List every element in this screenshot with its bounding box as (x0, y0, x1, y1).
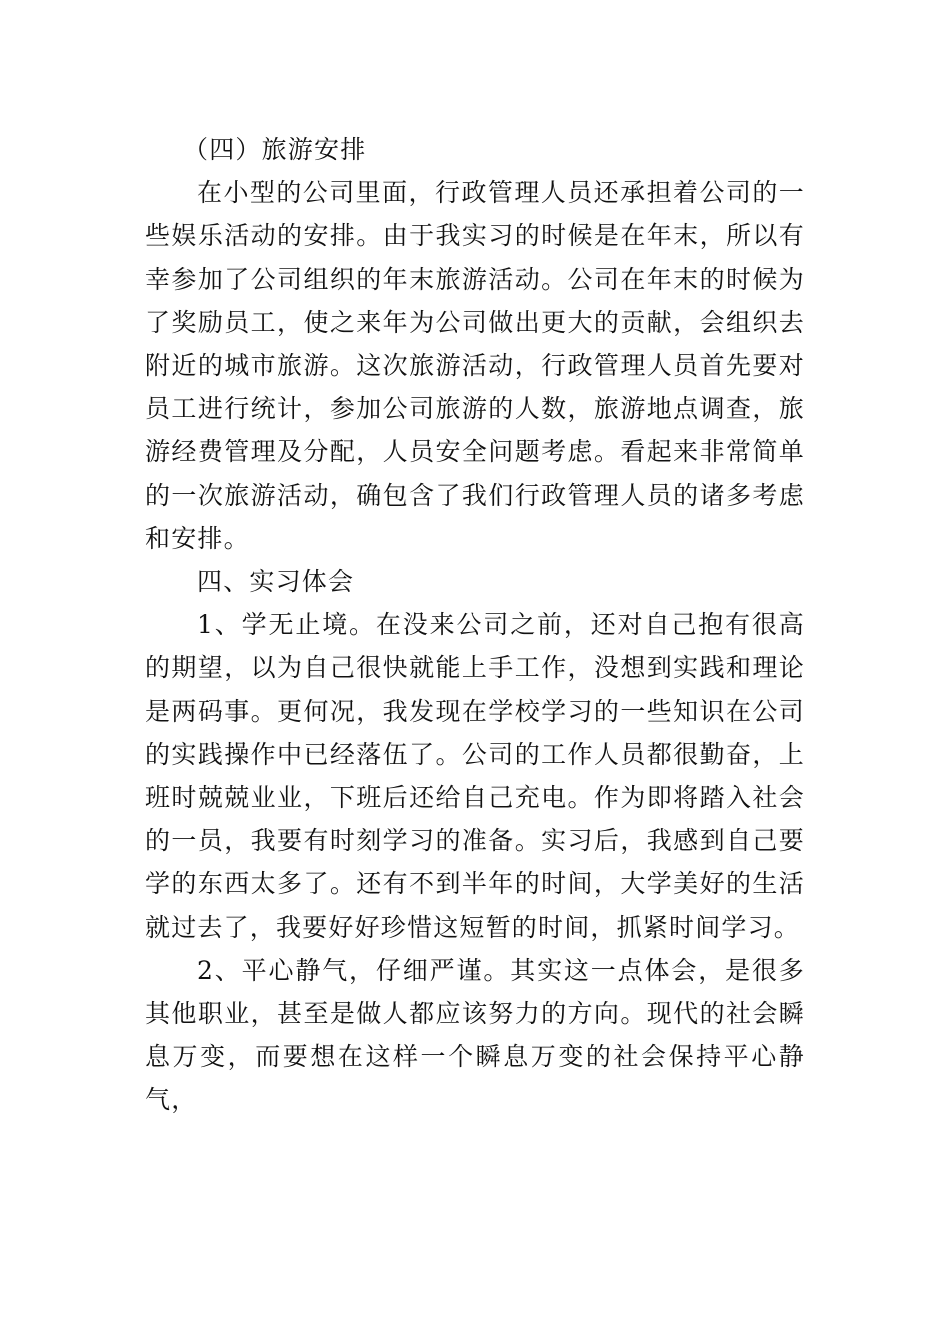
paragraph-experience-2: 2、平心静气，仔细严谨。其实这一点体会，是很多其他职业，甚至是做人都应该努力的方向。现代的社会瞬息万变，而要想在这样一个瞬息万变的社会保持平心静气， (145, 955, 805, 1115)
section-heading-experience: 四、实习体会 (197, 567, 355, 597)
document-body (145, 128, 805, 1122)
section-heading-travel: （四）旅游安排 (183, 135, 367, 164)
paragraph-experience-1: 1、学无止境。在没来公司之前，还对自己抱有很高的期望，以为自己很快就能上手工作，没想到实践和理论是两码事。更何况，我发现在学校学习的一些知识在公司的实践操作中已经落伍了。公司的工作人员都很勤奋，上班时兢兢业业，下班后还给自己充电。作为即将踏入社会的一员，我要有时刻学习的准备。实习后，我感到自己要学的东西太多了。还有不到半年的时间，大学美好的生活就过去了，我要好好珍惜这短暂的时间，抓紧时间学习。 (145, 610, 805, 942)
paragraph-travel: 在小型的公司里面，行政管理人员还承担着公司的一些娱乐活动的安排。由于我实习的时候是在年末，所以有幸参加了公司组织的年末旅游活动。公司在年末的时候为了奖励员工，使之来年为公司做出更大的贡献，会组织去附近的城市旅游。这次旅游活动，行政管理人员首先要对员工进行统计，参加公司旅游的人数，旅游地点调查，旅游经费管理及分配，人员安全问题考虑。看起来非常简单的一次旅游活动，确包含了我们行政管理人员的诸多考虑和安排。 (145, 178, 805, 553)
